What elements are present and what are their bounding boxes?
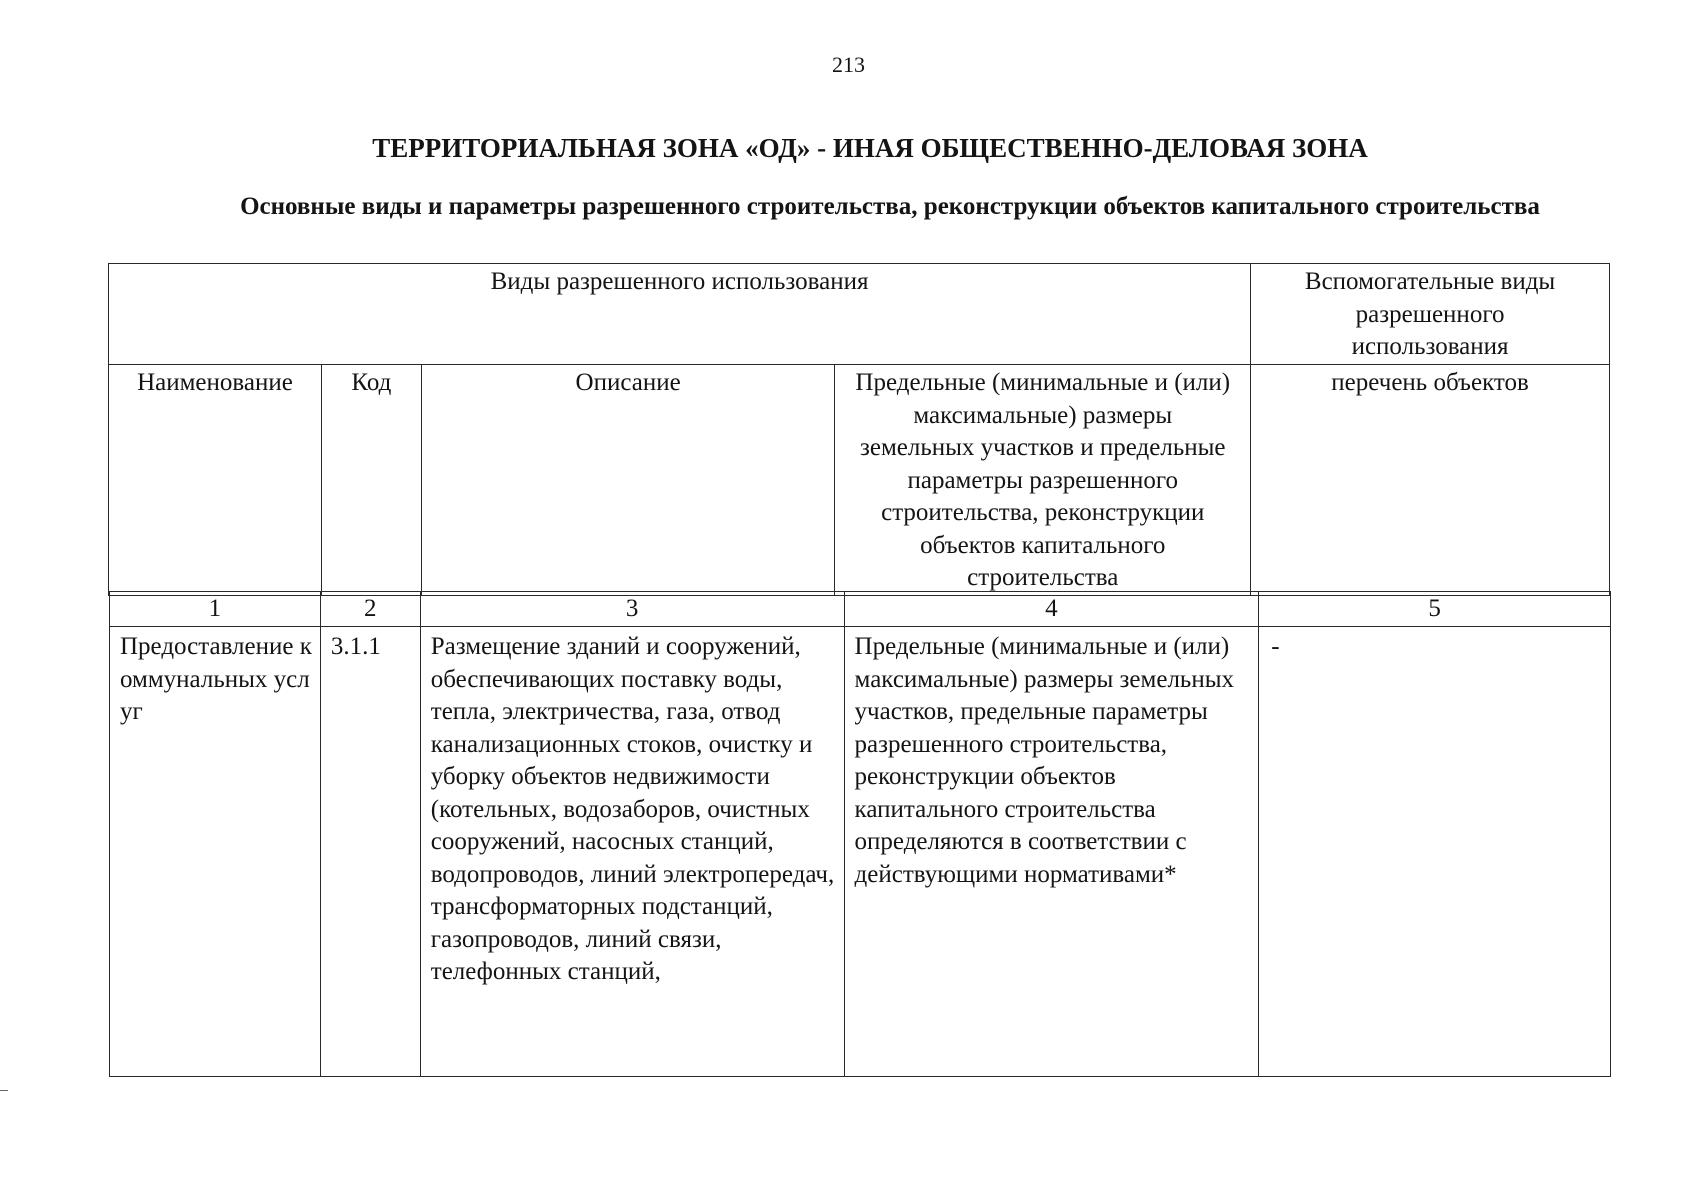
margin-mark [0,1090,8,1091]
cell-auxiliary: - [1259,627,1611,1077]
header-aux-group: Вспомогательные виды разрешенного использования [1251,264,1610,365]
column-number: 2 [320,592,420,627]
column-number-row [110,592,1611,627]
header-parameters: Предельные (минимальные и (или) максимальные) размеры земельных участков и предельные параметры разрешенного строительства, реконструкции объектов капитального строительства [835,365,1251,596]
header-objects-list: перечень объектов [1251,365,1610,596]
cell-code: 3.1.1 [320,627,420,1077]
page-number: 213 [832,52,865,77]
data-table [109,591,1611,1077]
header-table [108,263,1610,596]
header-description: Описание [421,365,835,596]
cell-name: Предоставление коммунальных услуг [110,627,321,1077]
zone-title: ТЕРРИТОРИАЛЬНАЯ ЗОНА «ОД» - ИНАЯ ОБЩЕСТВЕННО-ДЕЛОВАЯ ЗОНА [372,133,1368,163]
section-subtitle: Основные виды и параметры разрешенного строительства, реконструкции объектов капитального строительства [240,193,1540,220]
column-number: 3 [420,592,844,627]
cell-parameters: Предельные (минимальные и (или) максимальные) размеры земельных участков, предельные параметры разрешенного строительства, реконструкции объектов капитального строительства определяются в соответствии с действующими нормативами* [844,627,1259,1077]
column-number: 5 [1259,592,1611,627]
header-code: Код [321,365,421,596]
column-number: 4 [844,592,1259,627]
header-main-group: Виды разрешенного использования [109,264,1251,365]
column-number: 1 [110,592,321,627]
table-row [110,627,1611,1077]
cell-description: Размещение зданий и сооружений, обеспечивающих поставку воды, тепла, электричества, газа, отвод канализационных стоков, очистку и уборку объектов недвижимости (котельных, водозаборов, очистных сооружений, насосных станций, водопроводов, линий электропередач, трансформаторных подстанций, газопроводов, линий связи, телефонных станций, [420,627,844,1077]
header-name: Наименование [109,365,322,596]
